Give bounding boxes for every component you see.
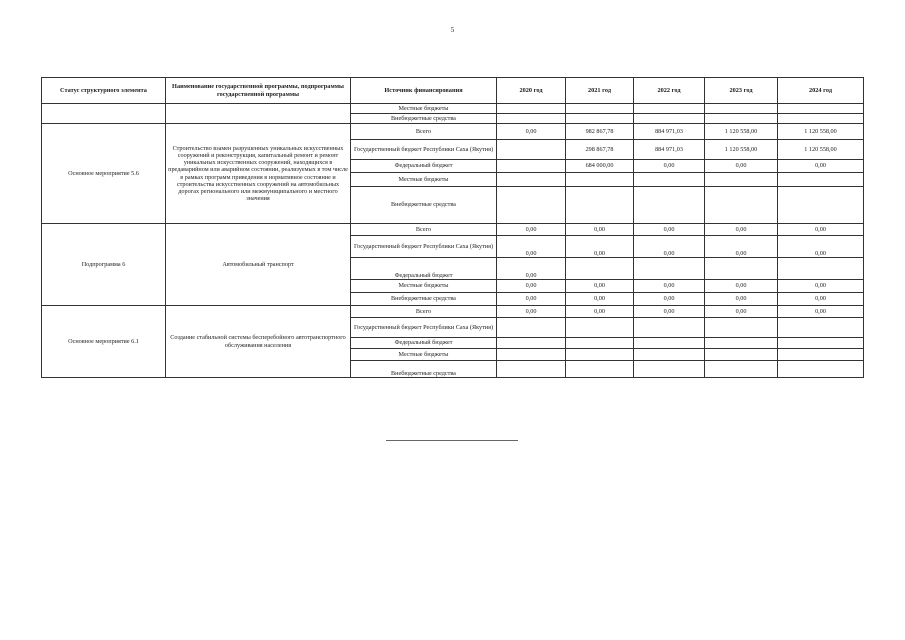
header-source: Источник финансирования — [351, 78, 497, 104]
value-cell: 0,00 — [497, 293, 566, 306]
value-cell: 0,00 — [634, 236, 705, 258]
value-cell: 0,00 — [566, 280, 634, 293]
value-cell: 0,00 — [705, 160, 778, 173]
value-cell: 0,00 — [634, 160, 705, 173]
page-number: 5 — [450, 26, 455, 34]
value-cell: 0,00 — [778, 236, 864, 258]
financing-table — [41, 77, 864, 378]
value-cell: 884 971,03 — [634, 140, 705, 160]
cont-status-cell — [42, 104, 166, 124]
value-cell: 0,00 — [634, 306, 705, 318]
value-cell: 982 867,78 — [566, 124, 634, 140]
cont-name-cell — [166, 104, 351, 124]
table-row — [42, 124, 864, 140]
header-status: Статус структурного элемента — [42, 78, 166, 104]
value-cell: 684 000,00 — [566, 160, 634, 173]
value-cell: 0,00 — [705, 293, 778, 306]
header-2023: 2023 год — [705, 78, 778, 104]
source-cell: Государственный бюджет Республики Саха (Якутия) — [351, 318, 497, 338]
value-cell: 0,00 — [778, 160, 864, 173]
footer-divider — [386, 440, 518, 441]
source-cell: Местные бюджеты — [351, 104, 497, 114]
header-2024: 2024 год — [778, 78, 864, 104]
source-cell: Федеральный бюджет — [351, 258, 497, 280]
source-cell: Внебюджетные средства — [351, 293, 497, 306]
source-cell: Государственный бюджет Республики Саха (Якутия) — [351, 140, 497, 160]
source-cell: Местные бюджеты — [351, 349, 497, 361]
source-cell: Всего — [351, 306, 497, 318]
value-cell: 0,00 — [634, 280, 705, 293]
value-cell: 0,00 — [634, 224, 705, 236]
value-cell: 0,00 — [705, 306, 778, 318]
table-row — [42, 224, 864, 236]
value-cell: 0,00 — [497, 224, 566, 236]
value-cell: 1 120 558,00 — [705, 124, 778, 140]
value-cell: 0,00 — [497, 306, 566, 318]
value-cell — [497, 160, 566, 173]
source-cell: Внебюджетные средства — [351, 114, 497, 124]
source-cell: Государственный бюджет Республики Саха (Якутия) — [351, 236, 497, 258]
status-cell: Основное мероприятие 5.6 — [42, 124, 166, 224]
status-cell: Основное мероприятие 6.1 — [42, 306, 166, 378]
value-cell: 884 971,03 — [634, 124, 705, 140]
name-cell: Строительство взамен разрушенных уникальных искусственных сооружений и реконструкция, капитальный ремонт и ремонт уникальных искусственных сооружений, находящихся в предаварийном или аварийном состоянии, реализуемых в том числе в рамках программ приведения в нормативное состояние и строительства искусственных сооружений на автомобильных дорогах регионального или межмуниципального и местного значения — [166, 124, 351, 224]
status-cell: Подпрограмма 6 — [42, 224, 166, 306]
header-name: Наименование государственной программы, подпрограммы государственной программы — [166, 78, 351, 104]
value-cell: 1 120 558,00 — [778, 140, 864, 160]
value-cell: 1 120 558,00 — [778, 124, 864, 140]
header-row — [42, 78, 864, 104]
value-cell: 0,00 — [705, 224, 778, 236]
value-cell: 0,00 — [778, 280, 864, 293]
name-cell: Автомобильный транспорт — [166, 224, 351, 306]
value-cell: 0,00 — [497, 280, 566, 293]
value-cell: 0,00 — [778, 306, 864, 318]
source-cell: Федеральный бюджет — [351, 338, 497, 349]
value-cell: 0,00 — [566, 293, 634, 306]
header-2020: 2020 год — [497, 78, 566, 104]
value-cell: 0,00 — [566, 224, 634, 236]
value-cell: 0,00 — [497, 124, 566, 140]
table-row — [42, 104, 864, 114]
name-cell: Создание стабильной системы бесперебойного автотранспортного обслуживания населения — [166, 306, 351, 378]
value-cell: 1 120 558,00 — [705, 140, 778, 160]
source-cell: Всего — [351, 124, 497, 140]
source-cell: Внебюджетные средства — [351, 361, 497, 378]
header-2021: 2021 год — [566, 78, 634, 104]
header-2022: 2022 год — [634, 78, 705, 104]
value-cell: 0,00 — [778, 224, 864, 236]
source-cell: Всего — [351, 224, 497, 236]
value-cell: 298 867,78 — [566, 140, 634, 160]
source-cell: Внебюджетные средства — [351, 187, 497, 224]
value-cell: 0,00 — [566, 236, 634, 258]
value-cell: 0,00 — [634, 293, 705, 306]
source-cell: Федеральный бюджет — [351, 160, 497, 173]
value-cell: 0,00 — [497, 258, 566, 280]
value-cell: 0,00 — [705, 236, 778, 258]
value-cell — [497, 140, 566, 160]
value-cell: 0,00 — [497, 236, 566, 258]
value-cell: 0,00 — [778, 293, 864, 306]
source-cell: Местные бюджеты — [351, 280, 497, 293]
value-cell: 0,00 — [705, 280, 778, 293]
value-cell: 0,00 — [566, 306, 634, 318]
table-row — [42, 306, 864, 318]
source-cell: Местные бюджеты — [351, 173, 497, 187]
